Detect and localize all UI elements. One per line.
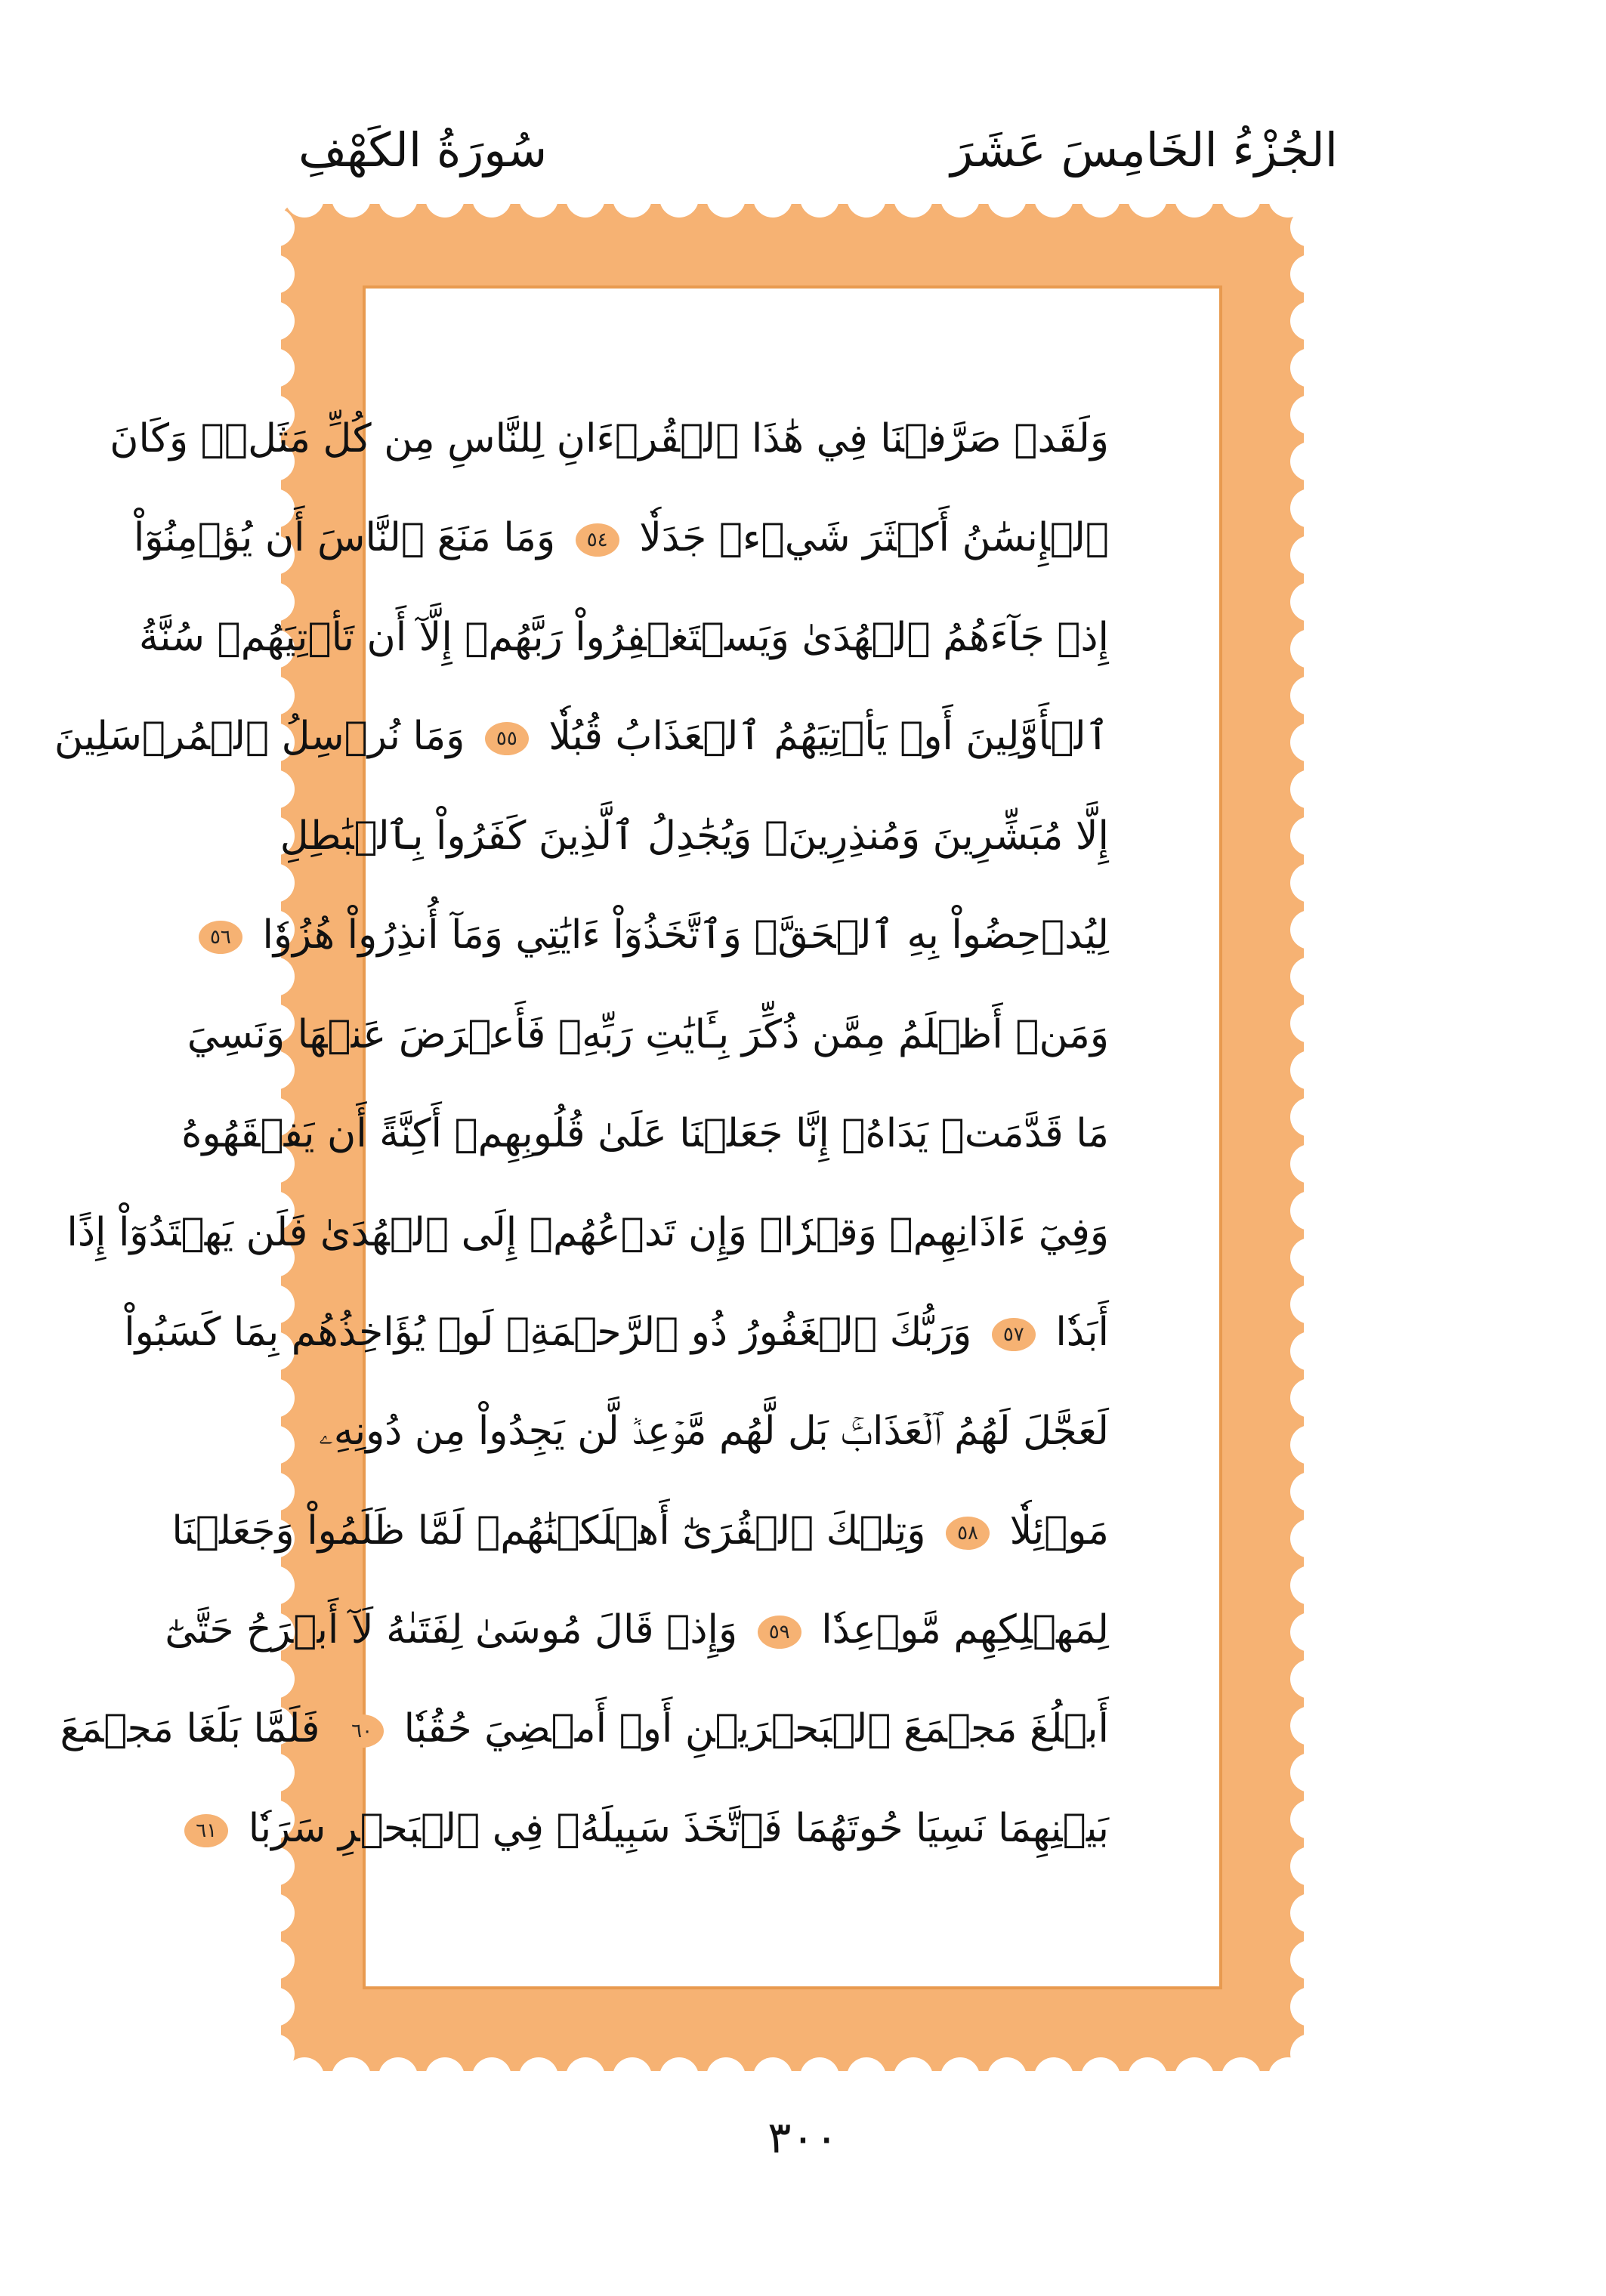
page-frame bbox=[54, 204, 1304, 2071]
frame-scallop bbox=[255, 1940, 295, 1980]
frame-scallop bbox=[1290, 535, 1330, 575]
frame-scallop bbox=[255, 1425, 295, 1464]
frame-scallop bbox=[940, 2057, 980, 2097]
frame-scallop bbox=[1290, 1893, 1330, 1933]
frame-scallop bbox=[894, 2057, 933, 2097]
frame-scallop bbox=[472, 2057, 511, 2097]
frame-scallop bbox=[753, 178, 792, 218]
ayah-number-marker: ٥٦ bbox=[199, 921, 242, 954]
text-line: لَعَجَّلَ لَهُمُ ٱلۡعَذَابَۚ بَل لَّهُم مَّوۡعِدٞ لَّن يَجِدُواْ مِن دُونِهِۦ bbox=[318, 1409, 1109, 1455]
ayah-number-marker: ٥٤ bbox=[576, 523, 619, 557]
frame-scallop bbox=[659, 2057, 699, 2097]
ayah-number-marker: ٥٥ bbox=[485, 722, 529, 755]
frame-scallop bbox=[378, 2057, 418, 2097]
text-line: إِلَّا مُبَشِّرِينَ وَمُنذِرِينَۚ وَيُجَٰدِلُ ٱلَّذِينَ كَفَرُواْ بِٱلۡبَٰطِلِ bbox=[280, 813, 1109, 859]
frame-scallop bbox=[1290, 770, 1330, 809]
frame-scallop bbox=[1290, 1144, 1330, 1183]
frame-scallop bbox=[706, 2057, 746, 2097]
frame-scallop bbox=[255, 1847, 295, 1886]
frame-scallop bbox=[706, 178, 746, 218]
frame-scallop bbox=[255, 770, 295, 809]
frame-scallop bbox=[285, 178, 324, 218]
ayah-number-marker: ٥٩ bbox=[758, 1616, 801, 1649]
frame-scallop bbox=[1290, 301, 1330, 341]
ayah-number-marker: ٥٨ bbox=[946, 1517, 990, 1550]
text-line: بَيۡنِهِمَا نَسِيَا حُوتَهُمَا فَٱتَّخَذَ سَبِيلَهُۥ فِي ٱلۡبَحۡرِ سَرَبٗا ٦١ bbox=[476, 1781, 1109, 1876]
frame-scallop bbox=[800, 178, 839, 218]
frame-scallop bbox=[1290, 1472, 1330, 1511]
frame-scallop bbox=[1290, 1519, 1330, 1558]
frame-scallop bbox=[1290, 816, 1330, 856]
frame-scallop bbox=[1290, 1800, 1330, 1839]
frame-scallop bbox=[1290, 489, 1330, 528]
frame-scallop bbox=[1175, 178, 1214, 218]
frame-scallop bbox=[1290, 442, 1330, 481]
ayah-number-marker: ٥٧ bbox=[992, 1318, 1036, 1351]
frame-scallop bbox=[987, 2057, 1027, 2097]
frame-scallop bbox=[255, 301, 295, 341]
frame-scallop bbox=[1290, 1191, 1330, 1230]
frame-scallop bbox=[255, 1659, 295, 1699]
frame-scallop bbox=[659, 178, 699, 218]
frame-scallop bbox=[1290, 255, 1330, 294]
frame-scallop bbox=[1290, 1847, 1330, 1886]
frame-scallop bbox=[1290, 1097, 1330, 1137]
frame-scallop bbox=[1290, 1051, 1330, 1090]
frame-scallop bbox=[1290, 1004, 1330, 1043]
frame-scallop bbox=[1290, 582, 1330, 622]
text-line: إِذۡ جَآءَهُمُ ٱلۡهُدَىٰ وَيَسۡتَغۡفِرُواْ رَبَّهُمۡ إِلَّآ أَن تَأۡتِيَهُمۡ سُنَّةُ bbox=[138, 614, 1109, 660]
frame-scallop bbox=[425, 178, 465, 218]
frame-scallop bbox=[1175, 2057, 1214, 2097]
frame-scallop bbox=[1221, 178, 1261, 218]
frame-scallop bbox=[1290, 1659, 1330, 1699]
frame-scallop bbox=[255, 863, 295, 903]
frame-scallop bbox=[1290, 1612, 1330, 1652]
frame-scallop bbox=[255, 1753, 295, 1792]
frame-scallop bbox=[1290, 629, 1330, 668]
surah-title: سُورَةُ الكَهْفِ bbox=[298, 122, 548, 177]
frame-scallop bbox=[1034, 178, 1073, 218]
frame-scallop bbox=[255, 1566, 295, 1605]
ayah-number-marker: ٦١ bbox=[184, 1814, 228, 1847]
ayah-number-marker: ٦٠ bbox=[340, 1714, 384, 1748]
frame-scallop bbox=[255, 348, 295, 387]
frame-scallop bbox=[940, 178, 980, 218]
text-line: لِمَهۡلِكِهِم مَّوۡعِدٗا ٥٩ وَإِذۡ قَالَ مُوسَىٰ لِفَتَىٰهُ لَآ أَبۡرَحُ حَتَّىٰٓ bbox=[165, 1607, 1109, 1653]
frame-scallop bbox=[1081, 178, 1120, 218]
frame-scallop bbox=[1290, 1753, 1330, 1792]
juz-title: الجُزْءُ الخَامِسَ عَشَرَ bbox=[950, 122, 1338, 177]
frame-scallop bbox=[1290, 1285, 1330, 1324]
frame-scallop bbox=[1290, 1332, 1330, 1371]
frame-scallop bbox=[255, 255, 295, 294]
frame-scallop bbox=[847, 178, 886, 218]
frame-scallop bbox=[1290, 676, 1330, 715]
frame-scallop bbox=[800, 2057, 839, 2097]
frame-scallop bbox=[1290, 910, 1330, 949]
frame-scallop bbox=[753, 2057, 792, 2097]
frame-scallop bbox=[1290, 1378, 1330, 1418]
frame-scallop bbox=[1290, 957, 1330, 996]
text-line: أَبۡلُغَ مَجۡمَعَ ٱلۡبَحۡرَيۡنِ أَوۡ أَمۡضِيَ حُقُبٗا ٦٠ فَلَمَّا بَلَغَا مَجۡمَعَ bbox=[60, 1706, 1109, 1752]
text-line: وَفِيٓ ءَاذَانِهِمۡ وَقۡرٗاۖ وَإِن تَدۡعُهُمۡ إِلَى ٱلۡهُدَىٰ فَلَن يَهۡتَدُوٓاْ إِذًا bbox=[66, 1210, 1109, 1256]
frame-scallop bbox=[1290, 1425, 1330, 1464]
frame-scallop bbox=[847, 2057, 886, 2097]
frame-scallop bbox=[332, 178, 371, 218]
frame-scallop bbox=[1290, 723, 1330, 762]
frame-scallop bbox=[255, 1378, 295, 1418]
text-line: وَمَنۡ أَظۡلَمُ مِمَّن ذُكِّرَ بِـَٔايَٰتِ رَبِّهِۦ فَأَعۡرَضَ عَنۡهَا وَنَسِيَ bbox=[187, 1011, 1109, 1057]
frame-scallop bbox=[1034, 2057, 1073, 2097]
frame-scallop bbox=[894, 178, 933, 218]
frame-scallop bbox=[987, 178, 1027, 218]
frame-scallop bbox=[1290, 1706, 1330, 1745]
frame-scallop bbox=[1128, 178, 1167, 218]
text-panel bbox=[54, 278, 1230, 1997]
frame-scallop bbox=[255, 2034, 295, 2073]
text-line: وَلَقَدۡ صَرَّفۡنَا فِي هَٰذَا ٱلۡقُرۡءَانِ لِلنَّاسِ مِن كُلِّ مَثَلٖۚ وَكَانَ bbox=[110, 416, 1109, 461]
frame-scallop bbox=[472, 178, 511, 218]
frame-scallop bbox=[1290, 1238, 1330, 1277]
frame-scallop bbox=[1290, 863, 1330, 903]
quran-text bbox=[54, 391, 1109, 1876]
frame-scallop bbox=[255, 208, 295, 247]
frame-scallop bbox=[519, 2057, 558, 2097]
frame-scallop bbox=[255, 1987, 295, 2026]
frame-scallop bbox=[425, 2057, 465, 2097]
text-line: مَا قَدَّمَتۡ يَدَاهُۚ إِنَّا جَعَلۡنَا عَلَىٰ قُلُوبِهِمۡ أَكِنَّةً أَن يَفۡقَهُوهُ bbox=[181, 1110, 1109, 1156]
frame-scallop bbox=[1290, 1566, 1330, 1605]
frame-scallop bbox=[566, 178, 605, 218]
frame-scallop bbox=[1290, 348, 1330, 387]
frame-scallop bbox=[566, 2057, 605, 2097]
text-line: ٱلۡأَوَّلِينَ أَوۡ يَأۡتِيَهُمُ ٱلۡعَذَابُ قُبُلٗا ٥٥ وَمَا نُرۡسِلُ ٱلۡمُرۡسَلِينَ bbox=[54, 714, 1109, 760]
frame-scallop bbox=[332, 2057, 371, 2097]
text-line: ٱلۡإِنسَٰنُ أَكۡثَرَ شَيۡءٖ جَدَلٗا ٥٤ وَمَا مَنَعَ ٱلنَّاسَ أَن يُؤۡمِنُوٓاْ bbox=[133, 515, 1109, 561]
frame-scallop bbox=[1290, 208, 1330, 247]
frame-scallop bbox=[1081, 2057, 1120, 2097]
frame-scallop bbox=[1221, 2057, 1261, 2097]
frame-scallop bbox=[255, 1893, 295, 1933]
frame-scallop bbox=[1128, 2057, 1167, 2097]
frame-scallop bbox=[1290, 2034, 1330, 2073]
frame-scallop bbox=[255, 1472, 295, 1511]
page-number: ٣٠٠ bbox=[767, 2112, 839, 2163]
text-line: لِيُدۡحِضُواْ بِهِ ٱلۡحَقَّۖ وَٱتَّخَذُوٓاْ ءَايَٰتِي وَمَآ أُنذِرُواْ هُزُوٗا ٥٦ bbox=[476, 887, 1109, 983]
frame-scallop bbox=[255, 957, 295, 996]
frame-scallop bbox=[1290, 395, 1330, 434]
frame-scallop bbox=[1290, 1987, 1330, 2026]
frame-scallop bbox=[255, 676, 295, 715]
frame-scallop bbox=[613, 178, 652, 218]
frame-scallop bbox=[613, 2057, 652, 2097]
frame-scallop bbox=[1290, 1940, 1330, 1980]
frame-scallop bbox=[519, 178, 558, 218]
text-line: مَوۡئِلٗا ٥٨ وَتِلۡكَ ٱلۡقُرَىٰٓ أَهۡلَكۡنَٰهُمۡ لَمَّا ظَلَمُواْ وَجَعَلۡنَا bbox=[171, 1508, 1109, 1554]
text-line: أَبَدٗا ٥٧ وَرَبُّكَ ٱلۡغَفُورُ ذُو ٱلرَّحۡمَةِۖ لَوۡ يُؤَاخِذُهُم بِمَا كَسَبُواْ bbox=[124, 1309, 1109, 1355]
frame-scallop bbox=[378, 178, 418, 218]
